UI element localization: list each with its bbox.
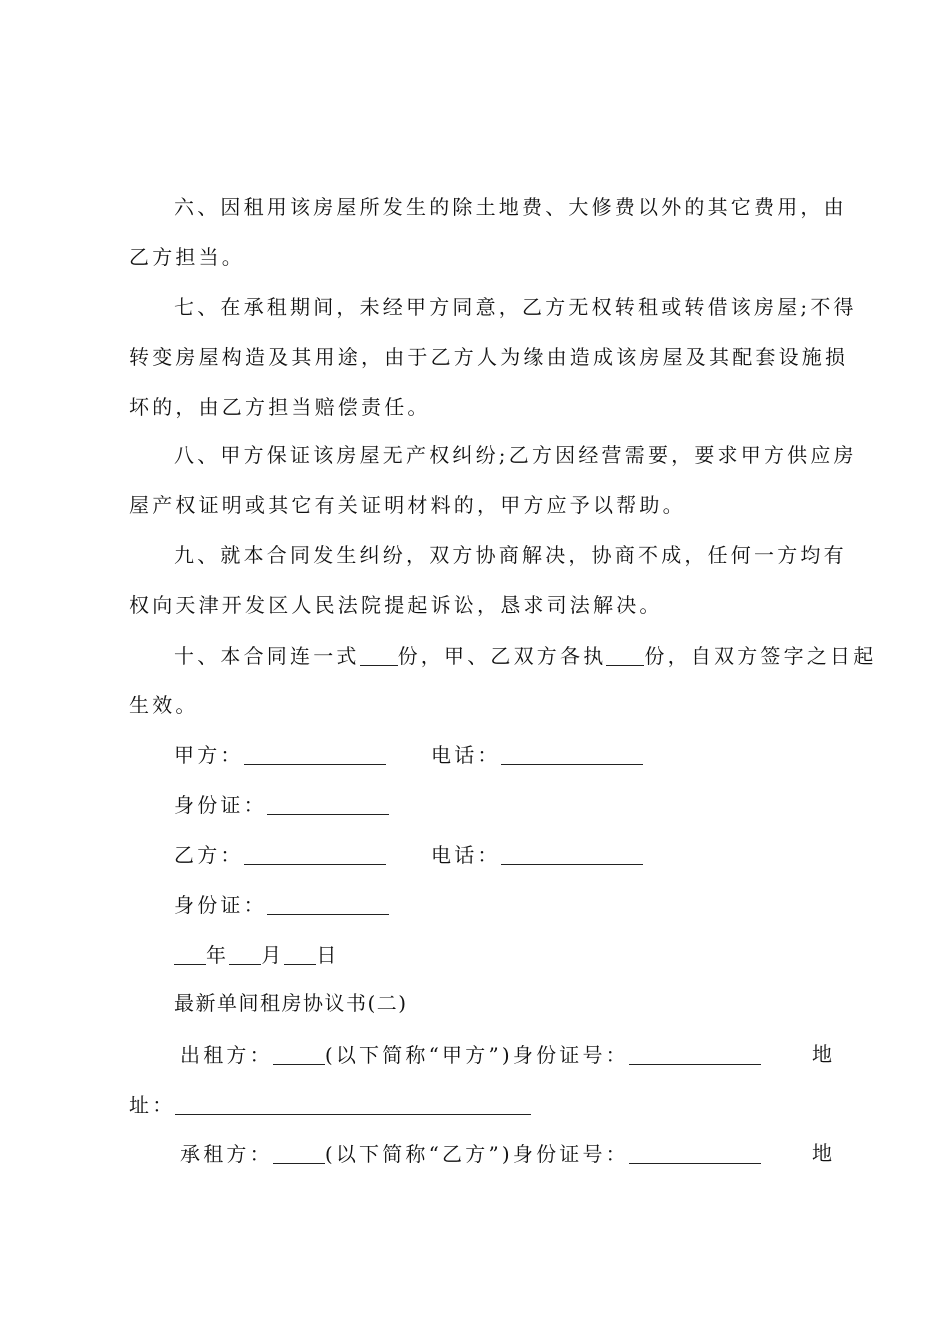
party-a-id-row: [174, 791, 389, 818]
party-b-id-label: 身份证：: [174, 893, 267, 917]
clause-10-part-1: 十、本合同连一式: [174, 644, 360, 668]
day-label: 日: [316, 943, 340, 967]
clause-9-line-1: 九、就本合同发生纠纷，双方协商解决，协商不成，任何一方均有: [174, 543, 847, 567]
lessee-row: [180, 1140, 761, 1167]
lessee-note: (以下简称“乙方”)身份证号：: [324, 1142, 629, 1166]
lessor-address-tail: 地: [812, 1042, 836, 1066]
party-a-id-blank[interactable]: [267, 794, 389, 815]
clause-9-line-2: 权向天津开发区人民法院提起诉讼，恳求司法解决。: [129, 593, 663, 617]
clause-10-line-1: [174, 642, 876, 669]
party-a-id-label: 身份证：: [174, 793, 267, 817]
copies-total-blank[interactable]: [360, 645, 398, 666]
party-a-signature-blank[interactable]: [244, 744, 386, 765]
lessee-name-blank[interactable]: [273, 1143, 325, 1164]
party-b-phone-row: [431, 841, 643, 868]
month-blank[interactable]: [229, 944, 261, 965]
copies-each-blank[interactable]: [606, 645, 644, 666]
party-b-row: [174, 841, 386, 868]
party-a-phone-blank[interactable]: [501, 744, 643, 765]
party-b-id-blank[interactable]: [267, 894, 389, 915]
party-b-id-row: [174, 891, 389, 918]
clause-7-line-1: 七、在承租期间，未经甲方同意，乙方无权转租或转借该房屋;不得: [174, 295, 857, 319]
clause-6-line-2: 乙方担当。: [129, 245, 245, 269]
clause-8-line-1: 八、甲方保证该房屋无产权纠纷;乙方因经营需要，要求甲方供应房: [174, 443, 857, 467]
clause-10-part-3: 份，自双方签字之日起: [644, 644, 877, 668]
clause-7-line-2: 转变房屋构造及其用途，由于乙方人为缘由造成该房屋及其配套设施损: [129, 345, 849, 369]
lessee-address-tail: 地: [812, 1141, 836, 1165]
clause-10-line-2: 生效。: [129, 693, 199, 717]
lessee-id-blank[interactable]: [629, 1143, 761, 1164]
party-b-phone-blank[interactable]: [501, 844, 643, 865]
month-label: 月: [261, 943, 285, 967]
lessor-note: (以下简称“甲方”)身份证号：: [324, 1043, 629, 1067]
party-a-phone-row: [431, 741, 643, 768]
lessor-name-blank[interactable]: [273, 1044, 325, 1065]
lessee-label: 承租方：: [180, 1142, 273, 1166]
lessor-id-blank[interactable]: [629, 1044, 761, 1065]
party-a-row: [174, 741, 386, 768]
clause-8-line-2: 屋产权证明或其它有关证明材料的，甲方应予以帮助。: [129, 493, 686, 517]
party-a-label: 甲方：: [174, 743, 244, 767]
lessor-label: 出租方：: [180, 1043, 273, 1067]
lessor-address-label: 址：: [129, 1093, 176, 1117]
date-row: [174, 941, 340, 968]
clause-6-line-1: 六、因租用该房屋所发生的除土地费、大修费以外的其它费用，由: [174, 195, 847, 219]
party-b-phone-label: 电话：: [431, 843, 501, 867]
clause-10-part-2: 份，甲、乙双方各执: [397, 644, 607, 668]
year-label: 年: [206, 943, 230, 967]
lessor-row: [180, 1041, 761, 1068]
party-a-phone-label: 电话：: [431, 743, 501, 767]
lessor-address-row: [129, 1091, 531, 1118]
year-blank[interactable]: [174, 944, 206, 965]
party-b-label: 乙方：: [174, 843, 244, 867]
day-blank[interactable]: [284, 944, 316, 965]
party-b-signature-blank[interactable]: [244, 844, 386, 865]
section-2-title: 最新单间租房协议书(二): [174, 991, 408, 1015]
lessor-address-blank[interactable]: [175, 1094, 531, 1115]
clause-7-line-3: 坏的，由乙方担当赔偿责任。: [129, 395, 431, 419]
